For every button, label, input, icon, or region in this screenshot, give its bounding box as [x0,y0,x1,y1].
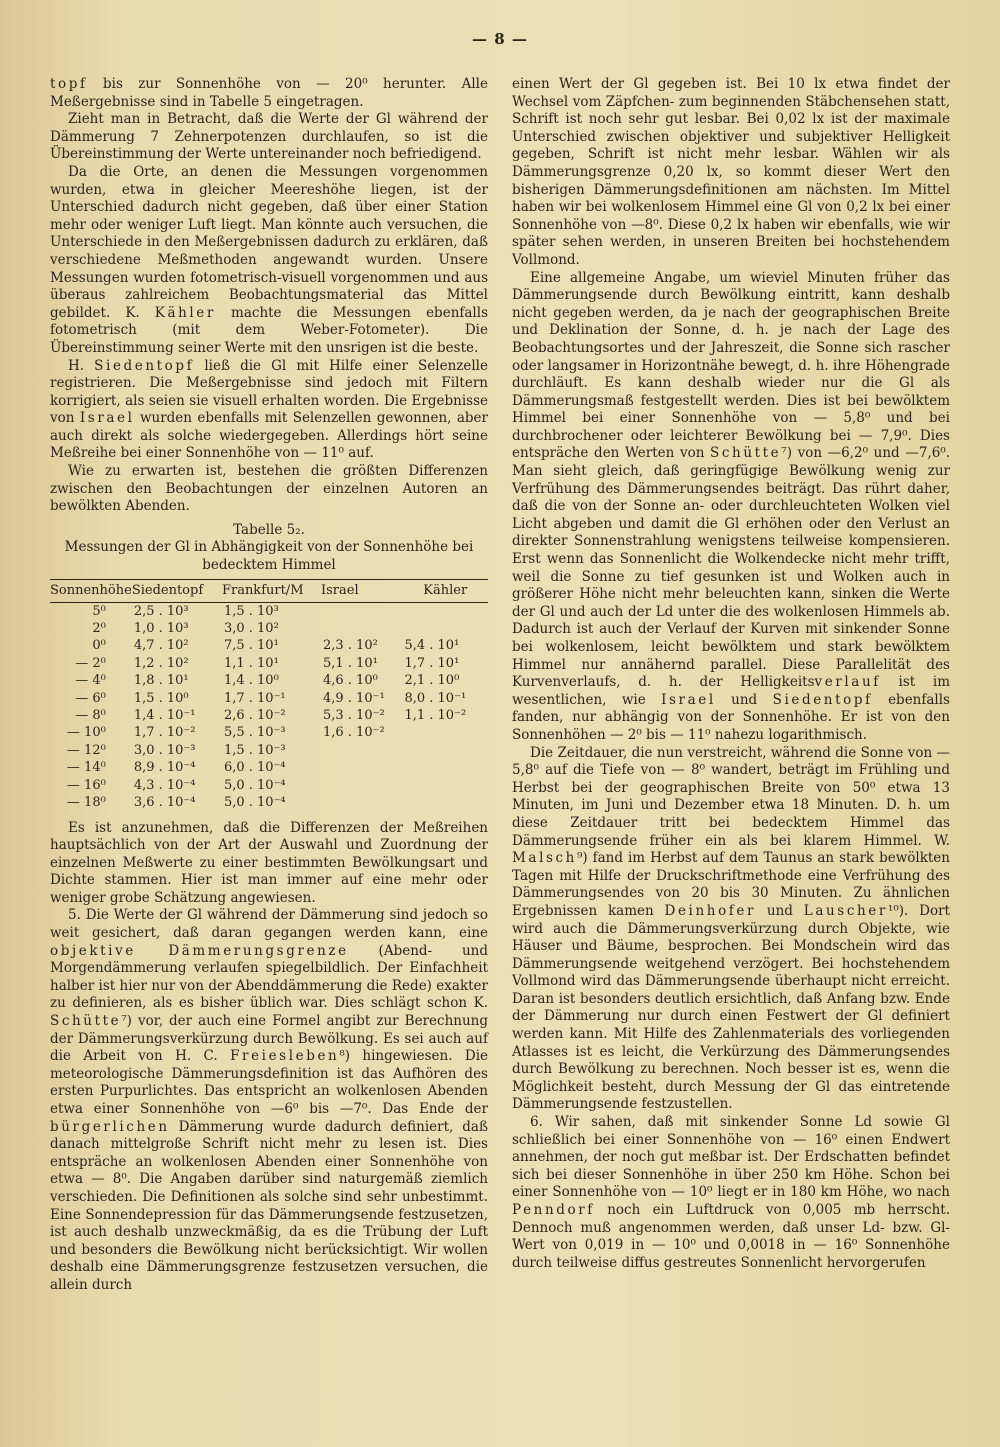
table-cell: 8,0 . 10⁻¹ [404,690,467,706]
table-cell [402,742,488,759]
table-cell: 4,7 . 10² [133,638,189,654]
table-caption [50,522,488,575]
spaced-name: topf [50,76,88,92]
table-cell: 5,0 . 10⁻⁴ [223,795,286,811]
spaced-name: verlauf [814,674,881,691]
table-row [50,690,488,707]
table-cell: 1,5 . 10⁰ [133,690,189,706]
text-run: wurden ebenfalls mit Selenzellen gewonnen, aber auch direkt als solche wiedergegeben. Allerdings hört seine Meßreihe bei einer Sonnenhöhe von — 11⁰ auf. [50,410,488,462]
table-row [50,794,488,811]
text-run: Es ist anzunehmen, daß die Differenzen der Meßreihen hauptsächlich von der Art der Auswahl und Zuordnung der einzelnen Meßwerte zu einer bestimmten Bewölkungsart und Dichte stammen. Hier ist man immer auf eine mehr oder weniger grobe Schätzung angewiesen. [50,819,488,906]
table-cell [321,794,402,811]
spaced-name: Israel [79,410,135,427]
table-cell: 1,4 . 10⁰ [223,673,279,689]
table-row [50,724,488,741]
paragraph [512,1114,950,1272]
table-cell: 3,6 . 10⁻⁴ [133,795,196,811]
paragraph [50,164,488,358]
spaced-name: bürgerlichen [50,1118,170,1135]
text-run: Da die Orte, an denen die Messungen vorgenommen wurden, etwa in gleicher Meereshöhe liegen, ist der Unterschied dadurch nicht gegeben, daß über einer Station mehr oder weniger Luft liegt. Man könnte auch versuchen, die Unterschiede in den Meßergebnissen dadurch zu erklären, daß verschiedene Meßmethoden angewandt wurden. Unsere Messungen wurden fotometrisch-visuell vorgenommen und aus überaus zahlreichem Beobachtungsmaterial das Mittel gebildet. K. [50,163,488,321]
text-run: H. [68,357,95,374]
text-run: ⁸) hingewiesen. Die meteorologische Dämmerungsdefinition ist das Aufhören des ersten Purpurlichtes. Das entspricht an wolkenlosen Abenden etwa einer Sonnenhöhe von —6⁰ bis —7⁰. Das Ende der [50,1048,489,1117]
table-row [50,655,488,672]
table-header-cell: Frankfurt/M [222,579,321,602]
table-cell: 1,5 . 10³ [223,603,279,619]
table-cell: 1,5 . 10⁻³ [223,742,286,758]
spaced-name: Siedentopf [772,691,873,708]
table-cell [321,602,402,620]
table-header-row [50,579,488,602]
table-cell: 1,7 . 10¹ [404,655,460,671]
table-cell: 1,7 . 10⁻² [133,725,196,741]
table-cell [321,759,402,776]
table-cell [402,759,488,776]
table-cell [402,602,488,620]
table-cell [321,620,402,637]
table-row [50,672,488,689]
spaced-name: Israel [661,691,716,708]
table-cell: — 12⁰ [66,742,106,758]
paragraph [512,270,950,745]
table-cell [402,620,488,637]
table-cell: 8,9 . 10⁻⁴ [133,760,196,776]
table-cell: — 4⁰ [75,673,106,689]
table-header-cell: Sonnenhöhe [50,579,132,602]
table-cell: — 2⁰ [75,655,106,671]
paragraph [512,76,950,270]
table-row [50,620,488,637]
table-row [50,637,488,654]
spaced-name: Malsch [512,850,577,867]
table-cell: 2,6 . 10⁻² [223,708,286,724]
table-cell: 4,3 . 10⁻⁴ [133,777,196,793]
table-cell: — 18⁰ [66,795,106,811]
table-cell: — 8⁰ [75,708,106,724]
table-cell: 1,4 . 10⁻¹ [133,708,196,724]
table-cell: 4,6 . 10⁰ [322,673,378,689]
spaced-name: objektive Dämmerungsgrenze [50,942,349,959]
table-cell: 3,0 . 10⁻³ [133,742,196,758]
table-cell: 5⁰ [92,603,106,619]
text-run: ebenfalls fanden, nur abhängig von der Sonnenhöhe. Er ist von den Sonnenhöhen — 2⁰ bis — 11⁰ nahezu logarithmisch. [512,691,950,743]
spaced-name: Penndorf [512,1202,595,1218]
text-run: und [756,902,804,919]
table-cell: 5,3 . 10⁻² [322,708,385,724]
table-cell: 5,1 . 10¹ [322,655,378,671]
table-cell: 3,0 . 10² [223,621,279,637]
text-run: 5. Die Werte der Gl während der Dämmerung sind jedoch so weit gesichert, daß daran gegangen werden kann, eine [50,907,488,942]
table-cell: 1,2 . 10² [133,655,189,671]
text-run: (Abend- und Morgendämmerung verlaufen spiegelbildlich. Der Einfachheit halber ist hier nur von der Abenddämmerung die Rede) exakter zu definieren, als es bisher üblich war. Dies schlägt schon K. [50,942,488,1012]
table-cell: 1,8 . 10¹ [133,673,189,689]
table-row [50,707,488,724]
text-run: Die Zeitdauer, die nun verstreicht, während die Sonne von — 5,8⁰ auf die Tiefe von — 8⁰ wandert, beträgt im Frühling und Herbst bei der geographischen Breite von 50⁰ etwa 13 Minuten, im Juni und Dezember etwa 18 Minuten. D. h. um diese Zeitdauer tritt bei bedecktem Himmel das Dämmerungsende früher ein als bei klarem Himmel. W. [512,744,950,849]
table-cell: — 14⁰ [66,760,106,776]
table-cell: — 10⁰ [66,725,106,741]
text-run: und [715,691,773,708]
table-cell [402,794,488,811]
table-cell: 5,4 . 10¹ [404,638,460,654]
table-cell: 4,9 . 10⁻¹ [322,690,385,706]
spaced-name: Kähler [154,304,216,321]
table-row [50,602,488,620]
table-row [50,759,488,776]
table-cell: 1,6 . 10⁻² [322,725,385,741]
text-run: ⁹) fand im Herbst auf dem Taunus an stark bewölkten Tagen mit Hilfe der Druckschriftmethode eine Verfrühung des Dämmerungsendes von 20 bis 30 Minuten. Zu ähnlichen Ergebnissen kamen [512,850,950,919]
table-header-cell: Israel [321,579,402,602]
table-cell: 1,1 . 10¹ [223,655,279,671]
table-cell: 0⁰ [92,638,106,654]
text-run: machte die Messungen ebenfalls fotometrisch (mit dem Weber-Fotometer). Die Übereinstimmung seiner Werte mit den unsrigen ist die beste. [50,304,488,356]
table-cell: 2⁰ [92,621,106,637]
paragraph [50,907,488,1294]
paragraph [50,111,488,164]
spaced-name: Schütte [50,1013,122,1030]
table-body [50,602,488,811]
table-row [50,742,488,759]
table-cell: 1,1 . 10⁻² [404,708,467,724]
table-cell: 7,5 . 10¹ [223,638,279,654]
table-cell [402,724,488,741]
table-cell: 1,7 . 10⁻¹ [223,690,286,706]
left-paragraphs-after-table [50,820,488,1295]
table-caption-number: Tabelle 5₂. [233,521,305,538]
table-cell [321,742,402,759]
table-cell: 5,5 . 10⁻³ [223,725,286,741]
spaced-name: Lauscher [803,902,888,919]
text-run: 6. Wir sahen, daß mit sinkender Sonne Ld sowie Gl schließlich bei einer Sonnenhöhe von — 16⁰ einen Endwert annehmen, der noch gut meßbar ist. Der Erdschatten befindet sich bei dieser Sonnenhöhe in über 250 km Höhe. Schon bei einer Sonnenhöhe von — 10⁰ liegt er in 180 km Höhe, wo nach [512,1114,950,1201]
text-run: einen Wert der Gl gegeben ist. Bei 10 lx etwa findet der Wechsel vom Zäpfchen- zum beginnenden Stäbchensehen statt, Schrift ist noch sehr gut lesbar. Bei 0,02 lx ist der maximale Unterschied zwischen objektiver und subjektiver Helligkeit gegeben, Schrift ist nicht mehr lesbar. Wählen wir als Dämmerungsgrenze 0,20 lx, so kommt dieser Wert den bisherigen Dämmerungsdefinitionen am nächsten. Im Mittel haben wir bei wolkenlosem Himmel eine Gl von 0,2 lx bei einer Sonnenhöhe von —8⁰. Diese 0,2 lx haben wir ebenfalls, wie wir später sehen werden, in unseren Breiten bei hochstehendem Vollmond. [512,76,950,268]
text-run: noch ein Luftdruck von 0,005 mb herrscht. Dennoch muß angenommen werden, daß unser Ld- bzw. Gl-Wert von 0,019 in — 10⁰ und 0,0018 in — 16⁰ Sonnenhöhe durch teilweise diffus gestreutes Sonnenlicht hervorgerufen [512,1202,950,1271]
right-column [512,76,950,1272]
paragraph [50,76,488,111]
table-cell: — 16⁰ [66,777,106,793]
spaced-name: Freiesleben [230,1048,340,1065]
table-cell: 6,0 . 10⁻⁴ [223,760,286,776]
spaced-name: Siedentopf [94,357,195,374]
text-run: Wie zu erwarten ist, bestehen die größten Differenzen zwischen den Beobachtungen der einzelnen Autoren an bewölkten Abenden. [50,463,488,515]
text-run: ⁷) von —6,2⁰ und —7,6⁰. Man sieht gleich, daß geringfügige Bewölkung wenig zur Verfrühung des Dämmerungsendes beiträgt. Das rührt daher, daß die von der Sonne an- oder durchleuchteten Wolken viel Licht abgeben und damit die Gl erhöhen oder den Verlust an direkter Sonnenstrahlung wenigstens teilweise kompensieren. Erst wenn das Sonnenlicht die Wolkendecke nicht mehr trifft, weil die Sonne zu tief gesunken ist und Wolken auch in größerer Höhe nicht mehr beleuchten kann, sinken die Werte der Gl und auch der Ld unter die des wolkenlosen Himmels ab. Dadurch ist auch der Verlauf der Kurven mit sinkender Sonne bei wolkenlosem, leicht bewölktem und stark bewölktem Himmel nur annähernd parallel. Diese Parallelität des Kurvenverlaufs, d. h. der Helligkeits [512,445,950,691]
text-run: ließ die Gl mit Hilfe einer Selenzelle registrieren. Die Meßergebnisse sind jedoch mit Filtern korrigiert, als seien sie visuell erhalten worden. Die Ergebnisse von [50,357,488,427]
page-number: — 8 — [472,30,528,48]
table-header-cell: Kähler [402,579,488,602]
table-cell: 5,0 . 10⁻⁴ [223,777,286,793]
table-cell: — 6⁰ [75,690,106,706]
text-run: Zieht man in Betracht, daß die Werte der Gl während der Dämmerung 7 Zehnerpotenzen durchlaufen, so ist die Übereinstimmung der Werte untereinander noch befriedigend. [50,111,488,163]
paragraph [50,463,488,516]
table-cell [402,777,488,794]
table-cell [321,777,402,794]
measurement-table [50,579,488,812]
left-column [50,76,488,1295]
table-caption-title: Messungen der Gl in Abhängigkeit von der Sonnenhöhe bei bedecktem Himmel [64,539,474,574]
left-paragraphs-before-table [50,76,488,516]
text-run: Eine allgemeine Angabe, um wieviel Minuten früher das Dämmerungsende durch Bewölkung eintritt, kann deshalb nicht gegeben werden, da je nach der geographischen Breite und Deklination der Sonne, d. h. je nach der Lage des Beobachtungsortes und der Jahreszeit, die Sonne sich rascher oder langsamer in Horizontnähe bewegt, d. h. ihre Höhengrade durchläuft. Es kann deshalb wieder nur die Gl als Dämmerungsmaß festgestellt werden. Dies ist bei bewölktem Himmel bei einer Sonnenhöhe von — 5,8⁰ und bei durchbrochener oder leichterer Bewölkung bei — 7,9⁰. Dies entspräche den Werten von [512,269,950,462]
text-run: ⁷) vor, der auch eine Formel angibt zur Berechnung der Dämmerungsverkürzung durch Bewölkung. Es sei auch auf die Arbeit von H. C. [50,1013,488,1065]
right-paragraphs [512,76,950,1272]
table-cell: 2,3 . 10² [322,638,378,654]
text-run: Dämmerung wurde dadurch definiert, daß danach mittelgroße Schrift nicht mehr zu lesen ist. Dies entspräche an wolkenlosen Abenden einer Sonnenhöhe von etwa — 8⁰. Die Angaben darüber sind naturgemäß ziemlich verschieden. Die Definitionen als solche sind sehr unbestimmt. Eine Sonnendepression für das Dämmerungsende festzusetzen, ist auch deshalb unzweckmäßig, da es die Trübung der Luft und besonders die Bewölkung nicht berücksichtigt. Wir wollen deshalb eine Dämmerungsgrenze festzusetzen versuchen, die allein durch [50,1118,488,1293]
table-header-cell: Siedentopf [132,579,222,602]
paragraph [50,820,488,908]
table-cell: 1,0 . 10³ [133,621,189,637]
table-cell: 2,5 . 10³ [133,603,189,619]
text-run: ist im wesentlichen, wie [512,674,950,708]
text-run: bis zur Sonnenhöhe von — 20⁰ herunter. Alle Meßergebnisse sind in Tabelle 5 eingetragen. [50,76,488,110]
table-row [50,777,488,794]
paragraph [50,358,488,464]
table-cell: 2,1 . 10⁰ [404,673,460,689]
text-run: ¹⁰). Dort wird auch die Dämmerungsverkürzung durch Objekte, wie Häuser und Bäume, besprochen. Bei Mondschein wird das Dämmerungsende weitgehend verzögert. Bei hochstehendem Vollmond wird das Dämmerungsende überhaupt nicht erreicht. Daran ist besonders deutlich ersichtlich, daß Anfang bzw. Ende der Dämmerung nur durch einen Festwert der Gl definiert werden kann. Mit Hilfe des Zahlenmaterials des vorliegenden Atlasses ist es leicht, die Verkürzung des Dämmerungsendes durch Bewölkung zu berechnen. Noch besser ist es, wenn die Möglichkeit besteht, durch Messung der Gl das eintretende Dämmerungsende festzustellen. [512,902,950,1113]
paragraph [512,745,950,1114]
spaced-name: Deinhofer [664,902,757,919]
spaced-name: Schütte [710,445,782,462]
